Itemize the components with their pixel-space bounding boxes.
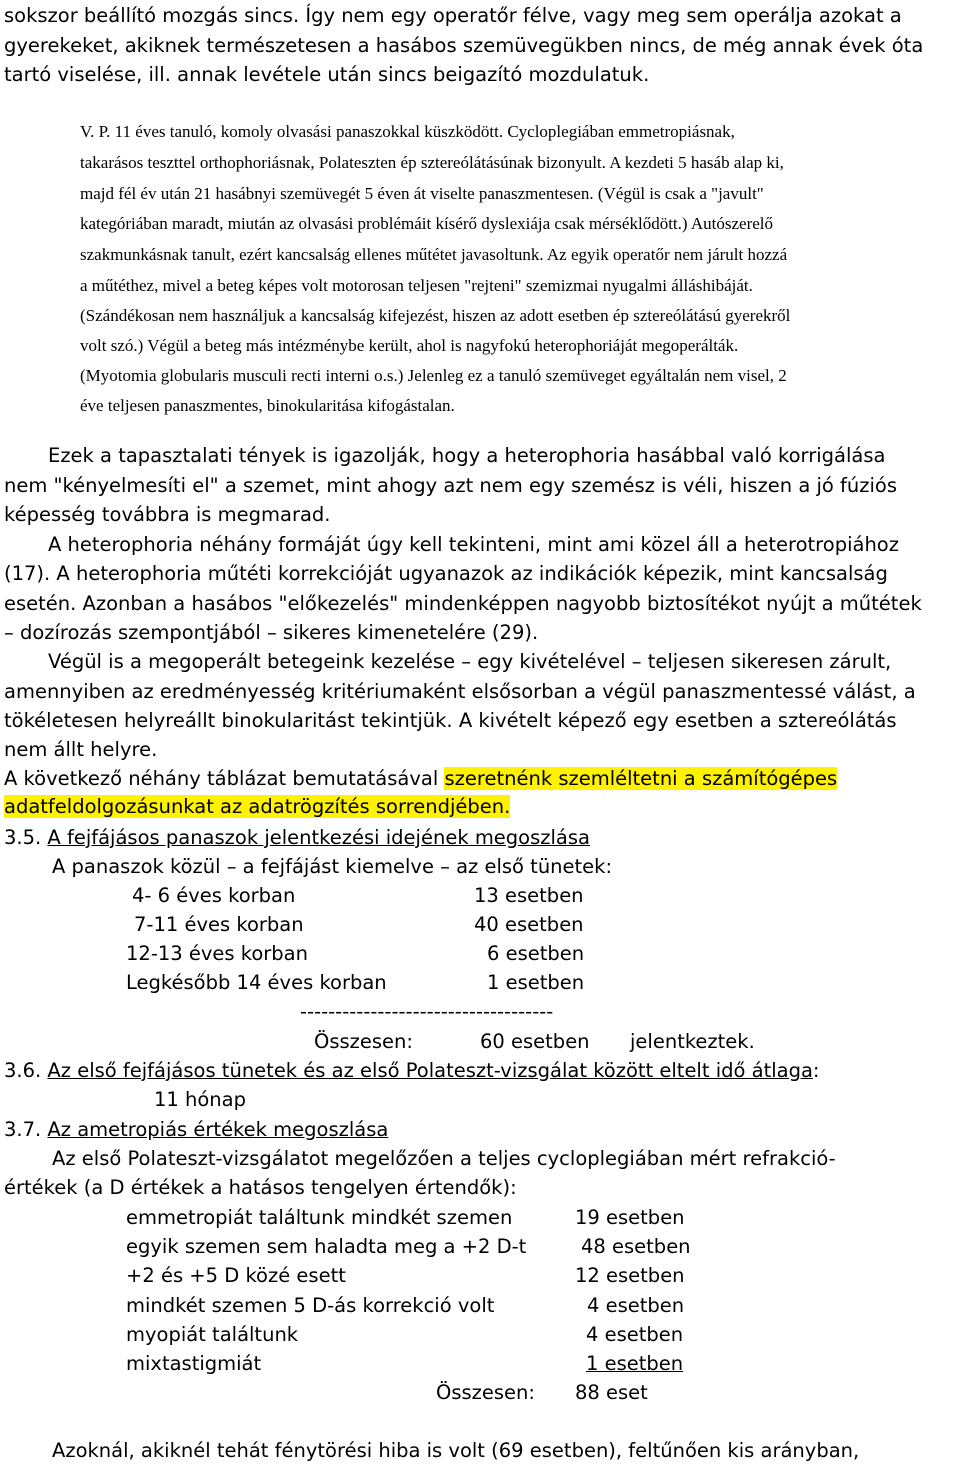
section-heading <box>4 1118 388 1141</box>
case-note-line: éve teljesen panaszmentes, binokularitása kifogástalan. <box>80 396 455 415</box>
total-value: 60 esetben <box>480 1030 590 1053</box>
highlighted-text: szeretnénk szemléltetni a számítógépes <box>444 767 838 790</box>
paragraph-line: nem állt helyre. <box>4 738 158 761</box>
table-row-label: emmetropiát találtunk mindkét szemen <box>126 1206 513 1229</box>
total-label: Összesen: <box>314 1030 413 1053</box>
paragraph-line: (17). A heterophoria műtéti korrekcióját ugyanazok az indikációk képezik, mint kancsalság <box>4 562 888 585</box>
case-note-line: (Myotomia globularis musculi recti interni o.s.) Jelenleg ez a tanuló szemüveget egyáltalán nem visel, 2 <box>80 366 787 385</box>
table-row-value: 1 esetben <box>487 971 585 994</box>
case-note-line: (Szándékosan nem használjuk a kancsalság kifejezést, hiszen az adott esetben ép sztereólátású gyerekről <box>80 306 791 325</box>
section-value: 11 hónap <box>154 1088 246 1111</box>
table-row-value: 40 esetben <box>474 913 584 936</box>
paragraph-line: képesség továbbra is megmarad. <box>4 503 331 526</box>
table-row-value: 12 esetben <box>575 1264 685 1287</box>
table-row-label: myopiát találtunk <box>126 1323 299 1346</box>
table-row-label: +2 és +5 D közé esett <box>126 1264 346 1287</box>
paragraph-text: A következő néhány táblázat bemutatásával <box>4 767 445 790</box>
case-note-line: V. P. 11 éves tanuló, komoly olvasási panaszokkal küszködött. Cycloplegiában emmetropiásnak, <box>80 122 735 141</box>
total-suffix: jelentkeztek. <box>630 1030 755 1053</box>
case-note-line: takarásos teszttel orthophoriásnak, Polateszten ép sztereólátásúnak bizonyult. A kezdeti 5 hasáb alap ki, <box>80 153 784 172</box>
section-number: 3.5. <box>4 826 48 849</box>
section-heading <box>4 1059 820 1082</box>
paragraph-line: esetén. Azonban a hasábos "előkezelés" mindenképpen nagyobb biztosítékot nyújt a műtétek <box>4 592 922 615</box>
table-row-label: egyik szemen sem haladta meg a +2 D-t <box>126 1235 527 1258</box>
table-row-value: 19 esetben <box>575 1206 685 1229</box>
table-row-value: 48 esetben <box>581 1235 691 1258</box>
section-number: 3.6. <box>4 1059 48 1082</box>
case-note-line: majd fél év után 21 hasábnyi szemüvegét 5 éven át viselte panaszmentesen. (Végül is csak a "javult" <box>80 184 764 203</box>
section-intro: Az első Polateszt-vizsgálatot megelőzően a teljes cycloplegiában mért refrakció- <box>52 1147 836 1170</box>
section-subtitle: A panaszok közül – a fejfájást kiemelve – az első tünetek: <box>52 855 613 878</box>
table-row-label: 7-11 éves korban <box>134 913 304 936</box>
paragraph-line: Azoknál, akiknél tehát fénytörési hiba is volt (69 esetben), feltűnően kis arányban, <box>52 1439 860 1462</box>
text-line: gyerekeket, akiknek természetesen a hasábos szemüvegükben nincs, de még annak évek óta <box>4 34 924 57</box>
paragraph-line <box>4 767 837 790</box>
section-number: 3.7. <box>4 1118 48 1141</box>
case-note-line: volt szó.) Végül a beteg más intézménybe került, ahol is nagyfokú heterophoriáját megoperálták. <box>80 336 739 355</box>
text-line: tartó viselése, ill. annak levétele után sincs beigazító mozdulatuk. <box>4 63 650 86</box>
section-title: Az ametropiás értékek megoszlása <box>47 1118 389 1141</box>
table-row-label: Legkésőbb 14 éves korban <box>126 971 387 994</box>
paragraph-line: nem "kényelmesíti el" a szemet, mint ahogy azt nem egy szemész is véli, hiszen a jó fúziós <box>4 474 897 497</box>
case-note-line: a műtéthez, mivel a beteg képes volt motorosan teljesen "rejteni" szemizmai nyugalmi álláshibáját. <box>80 276 753 295</box>
section-title: Az első fejfájásos tünetek és az első Polateszt-vizsgálat között eltelt idő átlaga <box>47 1059 813 1082</box>
table-row-value: 6 esetben <box>487 942 585 965</box>
highlighted-text: adatfeldolgozásunkat az adatrögzítés sorrendjében. <box>4 795 511 818</box>
paragraph-line: tökéletesen helyreállt binokularitást tekintjük. A kivételt képező egy esetben a sztereólátás <box>4 709 897 732</box>
table-row-value: 4 esetben <box>587 1294 685 1317</box>
total-value: 88 eset <box>575 1381 648 1404</box>
case-note-line: szakmunkásnak tanult, ezért kancsalság ellenes műtétet javasoltunk. Az egyik operatőr nem járult hozzá <box>80 245 788 264</box>
case-note-line: kategóriában maradt, miután az olvasási problémáit kísérő dyslexiája csak mérséklődött.) Autószerelő <box>80 214 773 233</box>
paragraph-line: amennyiben az eredményesség kritériumaként elsősorban a végül panaszmentessé válást, a <box>4 680 916 703</box>
table-row-label: 12-13 éves korban <box>126 942 308 965</box>
total-label: Összesen: <box>436 1381 535 1404</box>
paragraph-line: – dozírozás szempontjából – sikeres kimenetelére (29). <box>4 621 539 644</box>
paragraph-line: A heterophoria néhány formáját úgy kell tekinteni, mint ami közel áll a heterotropiához <box>48 533 899 556</box>
table-row-label: 4- 6 éves korban <box>132 884 296 907</box>
paragraph-line: Ezek a tapasztalati tények is igazolják, hogy a heterophoria hasábbal való korrigálása <box>48 444 886 467</box>
section-title: A fejfájásos panaszok jelentkezési idejének megoszlása <box>47 826 590 849</box>
paragraph-line: Végül is a megoperált betegeink kezelése – egy kivételével – teljesen sikeresen zárult, <box>48 650 892 673</box>
section-colon: : <box>812 1059 820 1082</box>
section-heading <box>4 826 590 849</box>
paragraph-line <box>4 795 510 818</box>
text-line: sokszor beállító mozgás sincs. Így nem egy operatőr félve, vagy meg sem operálja azokat a <box>4 4 902 27</box>
table-row-value: 1 esetben <box>586 1352 684 1375</box>
table-row-label: mixtastigmiát <box>126 1352 262 1375</box>
section-intro: értékek (a D értékek a hatásos tengelyen értendők): <box>4 1176 517 1199</box>
table-divider: ------------------------------------ <box>300 1000 554 1023</box>
table-row-label: mindkét szemen 5 D-ás korrekció volt <box>126 1294 495 1317</box>
table-row-value: 13 esetben <box>474 884 584 907</box>
table-row-value: 4 esetben <box>586 1323 684 1346</box>
